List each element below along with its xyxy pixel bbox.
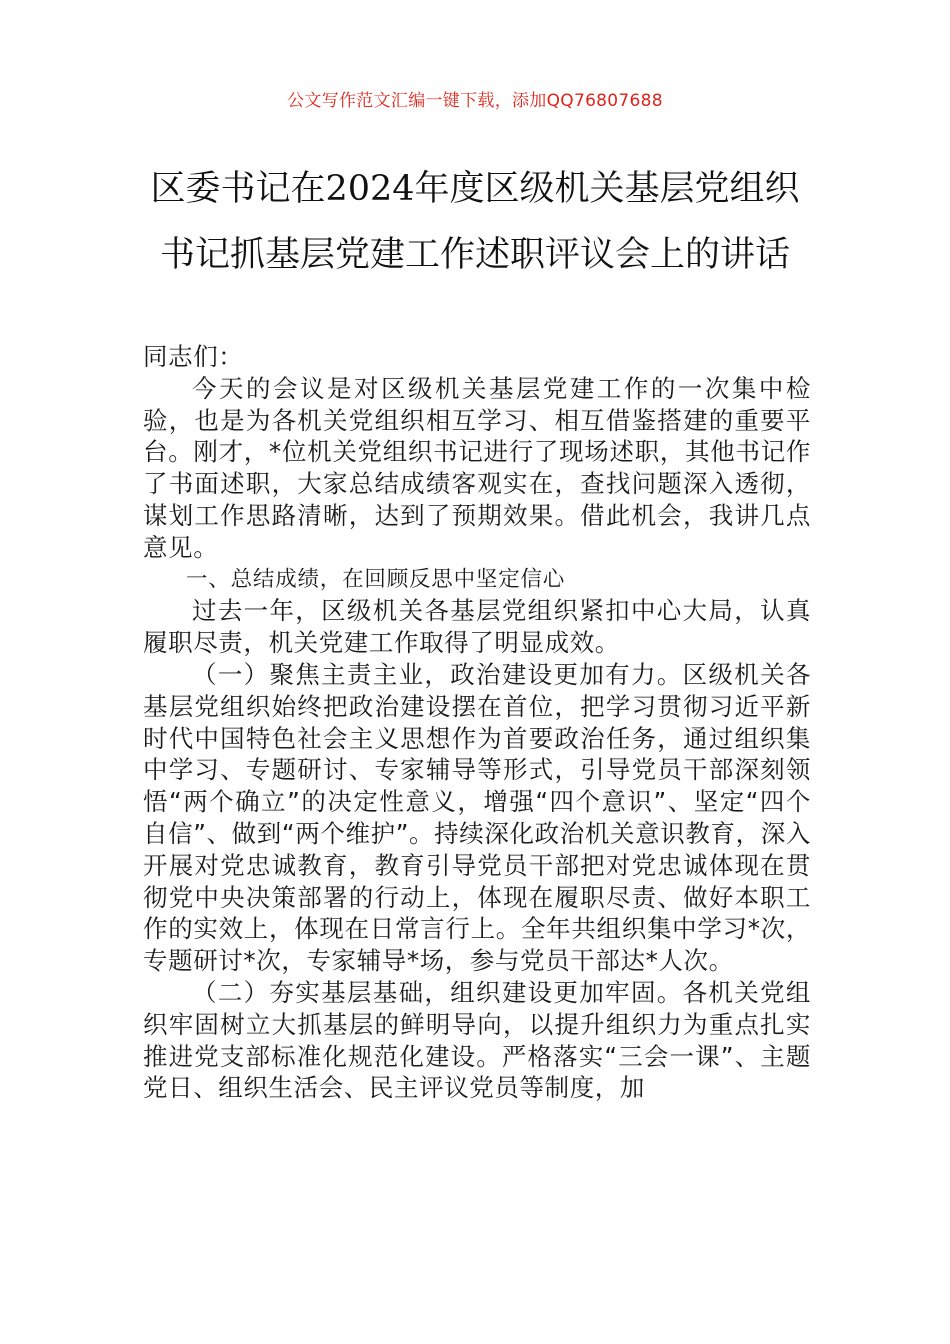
title-line-1: 区委书记在2024年度区级机关基层党组织 [150, 169, 800, 209]
paragraph-intro: 今天的会议是对区级机关基层党建工作的一次集中检验，也是为各机关党组织相互学习、相互借鉴搭建的重要平台。刚才，*位机关党组织书记进行了现场述职，其他书记作了书面述职，大家总结成绩客观实在，查找问题深入透彻，谋划工作思路清晰，达到了预期效果。借此机会，我讲几点意见。 [143, 373, 811, 562]
paragraph-summary: 过去一年，区级机关各基层党组织紧扣中心大局，认真履职尽责，机关党建工作取得了明显成效。 [143, 596, 811, 658]
document-title [100, 156, 850, 288]
title-line-2: 书记抓基层党建工作述职评议会上的讲话 [159, 235, 790, 275]
document-body [143, 341, 811, 1104]
section-heading-1: 一、总结成绩，在回顾反思中坚定信心 [186, 566, 566, 592]
paragraph-organization-building: （二）夯实基层基础，组织建设更加牢固。各机关党组织牢固树立大抓基层的鲜明导向，以提升组织力为重点扎实推进党支部标准化规范化建设。严格落实“三会一课”、主题党日、组织生活会、民主评议党员等制度，加 [143, 977, 811, 1103]
download-banner[interactable]: 公文写作范文汇编一键下载，添加QQ76807688 [287, 91, 663, 111]
salutation: 同志们： [143, 342, 244, 371]
paragraph-political-building: （一）聚焦主责主业，政治建设更加有力。区级机关各基层党组织始终把政治建设摆在首位，把学习贯彻习近平新时代中国特色社会主义思想作为首要政治任务，通过组织集中学习、专题研讨、专家辅导等形式，引导党员干部深刻领悟“两个确立”的决定性意义，增强“四个意识”、坚定“四个自信”、做到“两个维护”。持续深化政治机关意识教育，深入开展对党忠诚教育，教育引导党员干部把对党忠诚体现在贯彻党中央决策部署的行动上，体现在履职尽责、做好本职工作的实效上，体现在日常言行上。全年共组织集中学习*次，专题研讨*次，专家辅导*场，参与党员干部达*人次。 [143, 659, 811, 976]
